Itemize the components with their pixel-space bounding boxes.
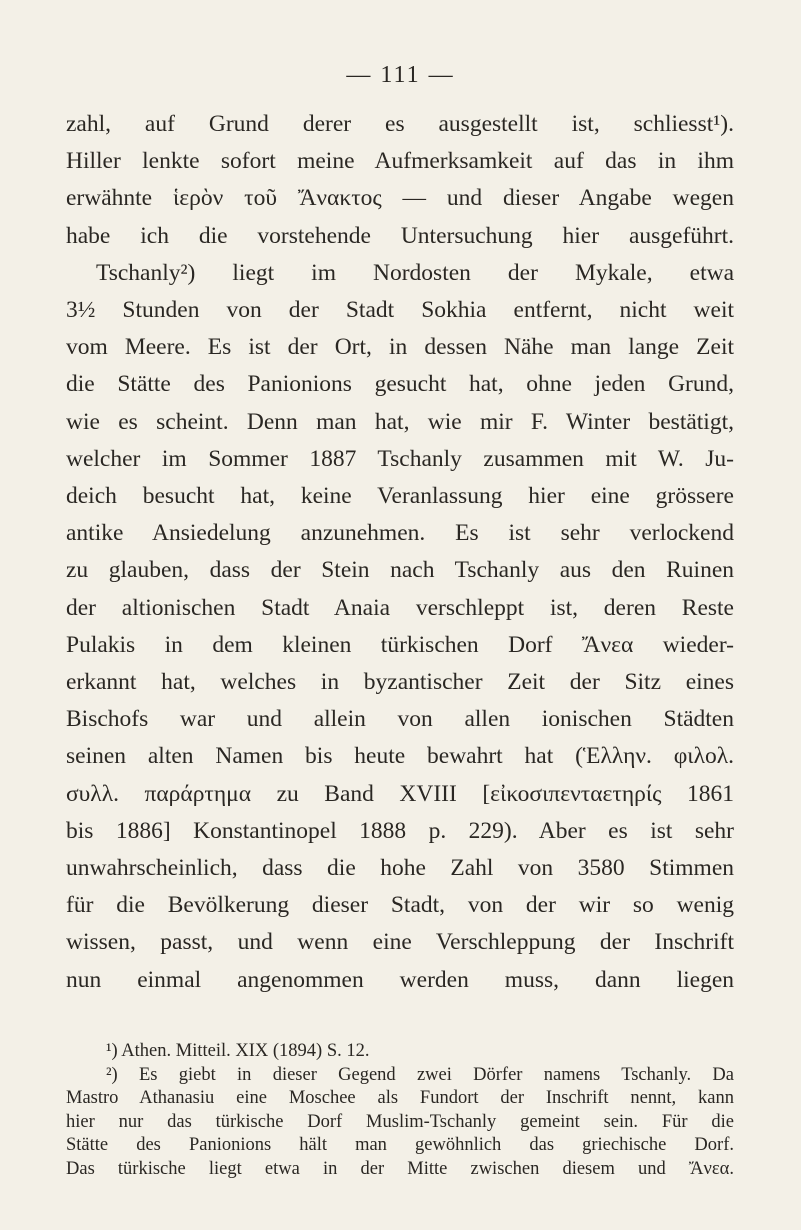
footnote-line: Mastro Athanasiu eine Moschee als Fundort der Inschrift nennt, kann bbox=[66, 1088, 734, 1108]
page-number: — 111 — bbox=[346, 62, 455, 88]
footnotes bbox=[66, 1040, 734, 1181]
text-line: zahl, auf Grund derer es ausgestellt ist, schliesst¹). bbox=[66, 111, 734, 137]
text-line: nun einmal angenommen werden muss, dann liegen bbox=[66, 966, 734, 993]
text-line: seinen alten Namen bis heute bewahrt hat (Ἑλλην. φιλολ. bbox=[66, 743, 734, 770]
text-line: unwahrscheinlich, dass die hohe Zahl von 3580 Stimmen bbox=[66, 855, 734, 882]
text-line: vom Meere. Es ist der Ort, in dessen Nähe man lange Zeit bbox=[66, 334, 734, 361]
text-line: erwähnte ἱερὸν τοῦ Ἄνακτος — und dieser Angabe wegen bbox=[66, 185, 734, 212]
text-line: die Stätte des Panionions gesucht hat, ohne jeden Grund, bbox=[66, 371, 734, 398]
text-line: zu glauben, dass der Stein nach Tschanly aus den Ruinen bbox=[66, 557, 734, 584]
text-line: der altionischen Stadt Anaia verschleppt ist, deren Reste bbox=[66, 594, 734, 621]
text-line: wissen, passt, und wenn eine Verschleppung der Inschrift bbox=[66, 929, 734, 956]
text-line: welcher im Sommer 1887 Tschanly zusammen mit W. Ju- bbox=[66, 445, 734, 472]
text-line: Hiller lenkte sofort meine Aufmerksamkeit auf das in ihm bbox=[66, 148, 734, 175]
footnote-line: ¹) Athen. Mitteil. XIX (1894) S. 12. bbox=[106, 1041, 370, 1061]
text-line: antike Ansiedelung anzunehmen. Es ist sehr verlockend bbox=[66, 520, 734, 547]
footnote-line: Stätte des Panionions hält man gewöhnlich das griechische Dorf. bbox=[66, 1135, 734, 1155]
footnote-line: ²) Es giebt in dieser Gegend zwei Dörfer namens Tschanly. Da bbox=[106, 1064, 734, 1085]
footnote-line: hier nur das türkische Dorf Muslim-Tschanly gemeint sein. Für die bbox=[66, 1111, 734, 1132]
text-line: wie es scheint. Denn man hat, wie mir F. Winter bestätigt, bbox=[66, 408, 734, 435]
text-line: Pulakis in dem kleinen türkischen Dorf Ἄνεα wieder- bbox=[66, 631, 734, 658]
main-text bbox=[66, 106, 734, 999]
text-line: erkannt hat, welches in byzantischer Zeit der Sitz eines bbox=[66, 669, 734, 696]
text-line: habe ich die vorstehende Untersuchung hier ausgeführt. bbox=[66, 222, 734, 249]
text-line: bis 1886] Konstantinopel 1888 p. 229). Aber es ist sehr bbox=[66, 817, 734, 844]
footnote-line: Das türkische liegt etwa in der Mitte zwischen diesem und Ἄνεα. bbox=[66, 1158, 734, 1179]
text-line: 3½ Stunden von der Stadt Sokhia entfernt, nicht weit bbox=[66, 297, 734, 324]
text-line: Bischofs war und allein von allen ionischen Städten bbox=[66, 706, 734, 733]
text-line: deich besucht hat, keine Veranlassung hier eine grössere bbox=[66, 483, 734, 510]
text-line: Tschanly²) liegt im Nordosten der Mykale, etwa bbox=[96, 259, 734, 286]
text-line: für die Bevölkerung dieser Stadt, von der wir so wenig bbox=[66, 892, 734, 919]
text-line: συλλ. παράρτημα zu Band XVIII [εἰκοσιπενταετηρίς 1861 bbox=[66, 780, 734, 807]
